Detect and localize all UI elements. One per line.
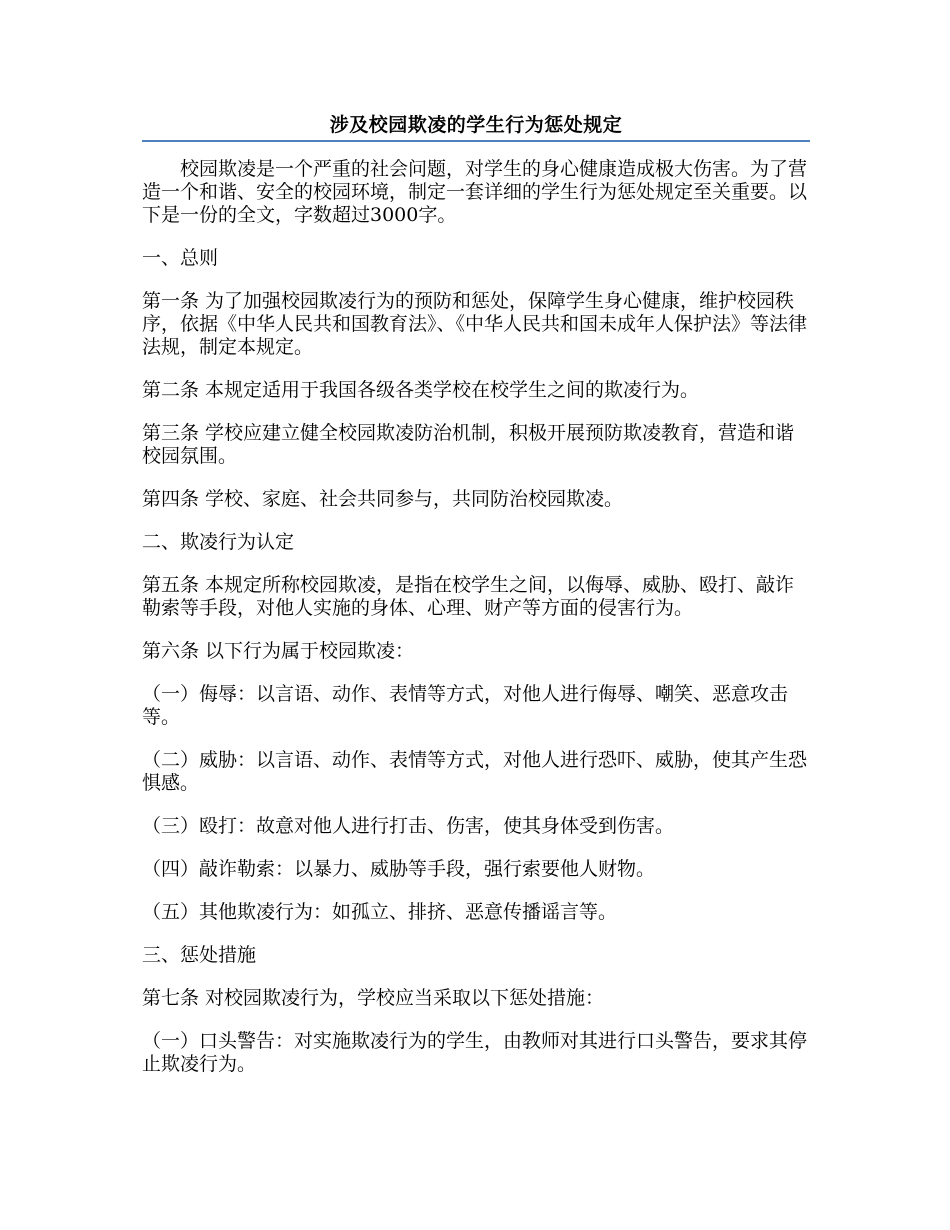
section-heading-definition: 二、欺凌行为认定	[142, 531, 295, 553]
article-1: 第一条 为了加强校园欺凌行为的预防和惩处，保障学生身心健康，维护校园秩序，依据《中华人民共和国教育法》、《中华人民共和国未成年人保护法》等法律法规，制定本规定。	[142, 290, 808, 358]
title-underline	[142, 140, 810, 142]
list-item-assault: （三）殴打：故意对他人进行打击、伤害，使其身体受到伤害。	[142, 815, 675, 837]
section-heading-general: 一、总则	[142, 247, 219, 269]
article-3: 第三条 学校应建立健全校园欺凌防治机制，积极开展预防欺凌教育，营造和谐校园氛围。	[142, 422, 795, 467]
list-item-verbal-warning: （一）口头警告：对实施欺凌行为的学生，由教师对其进行口头警告，要求其停止欺凌行为。	[142, 1030, 808, 1075]
document-body	[142, 158, 810, 1096]
list-item-other: （五）其他欺凌行为：如孤立、排挤、恶意传播谣言等。	[142, 901, 618, 923]
article-6: 第六条 以下行为属于校园欺凌：	[142, 640, 415, 662]
document-title: 涉及校园欺凌的学生行为惩处规定	[329, 114, 623, 136]
intro-paragraph: 校园欺凌是一个严重的社会问题，对学生的身心健康造成极大伤害。为了营造一个和谐、安全的校园环境，制定一套详细的学生行为惩处规定至关重要。以下是一份的全文，字数超过3000字。	[142, 158, 808, 226]
section-heading-penalties: 三、惩处措施	[142, 944, 257, 966]
article-2: 第二条 本规定适用于我国各级各类学校在校学生之间的欺凌行为。	[142, 379, 700, 401]
article-4: 第四条 学校、家庭、社会共同参与，共同防治校园欺凌。	[142, 488, 624, 510]
list-item-extortion: （四）敲诈勒索：以暴力、威胁等手段，强行索要他人财物。	[142, 858, 656, 880]
list-item-threat: （二）威胁：以言语、动作、表情等方式，对他人进行恐吓、威胁，使其产生恐惧感。	[142, 749, 808, 794]
article-7: 第七条 对校园欺凌行为，学校应当采取以下惩处措施：	[142, 987, 605, 1009]
article-5: 第五条 本规定所称校园欺凌，是指在校学生之间，以侮辱、威胁、殴打、敲诈勒索等手段，对他人实施的身体、心理、财产等方面的侵害行为。	[142, 574, 795, 619]
list-item-insult: （一）侮辱：以言语、动作、表情等方式，对他人进行侮辱、嘲笑、恶意攻击等。	[142, 683, 789, 728]
